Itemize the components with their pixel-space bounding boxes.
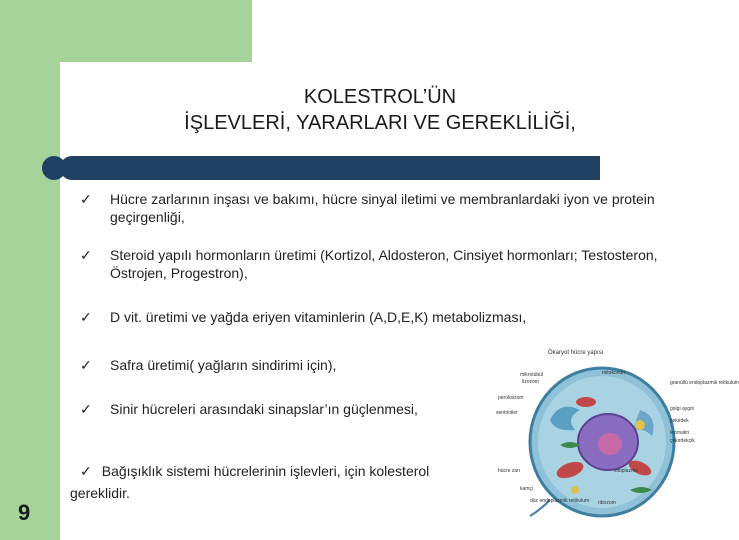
cell-diagram — [490, 350, 739, 530]
diagram-label: ribozom — [598, 500, 616, 506]
diagram-title: Ökaryot hücre yapısı — [548, 350, 604, 356]
diagram-label: çekirdekçik — [670, 438, 695, 444]
list-item-text: Steroid yapılı hormonların üretimi (Kortizol, Aldosteron, Cinsiyet hormonları; Testosteron, Östrojen, Progestron), — [110, 247, 658, 281]
left-accent-strip — [0, 0, 60, 540]
list-item-text: Bağışıklık sistemi hücrelerinin işlevleri, için kolesterol — [101, 463, 430, 479]
title-line-1: KOLESTROL’ÜN — [303, 86, 457, 108]
title-line-2: İŞLEVLERİ, YARARLARI VE GEREKLİLİĞİ, — [184, 112, 576, 134]
list-item — [80, 190, 690, 226]
diagram-label: peroksizom — [498, 395, 524, 401]
diagram-label: mitokondri — [602, 370, 626, 376]
checkmark-icon: ✓ — [80, 357, 92, 373]
list-item — [80, 246, 690, 282]
diagram-label: hücre zarı — [498, 468, 521, 474]
diagram-label: sitoplazma — [614, 468, 638, 474]
slide-title — [120, 84, 640, 136]
list-item-text-continued: gereklidir. — [70, 485, 130, 501]
list-item-text: Safra üretimi( yağların sindirimi için), — [110, 357, 337, 373]
title-divider-bar — [60, 156, 600, 180]
list-item-text: Hücre zarlarının inşası ve bakımı, hücre sinyal iletimi ve membranlardaki iyon ve protein geçirgenliği, — [110, 191, 655, 225]
checkmark-icon: ✓ — [80, 247, 92, 263]
page-number: 9 — [18, 500, 31, 525]
checkmark-icon: ✓ — [80, 401, 92, 417]
diagram-label: mikrotübül — [520, 372, 544, 378]
top-accent-block — [0, 0, 252, 62]
checkmark-icon: ✓ — [80, 463, 92, 479]
list-item-last — [70, 460, 500, 504]
diagram-label: sentrioller — [496, 410, 518, 416]
checkmark-icon: ✓ — [80, 309, 92, 325]
diagram-label: düz endoplazmik retikulum — [530, 498, 590, 504]
list-item-text: D vit. üretimi ve yağda eriyen vitaminlerin (A,D,E,K) metabolizması, — [110, 309, 527, 325]
list-item — [80, 400, 510, 418]
diagram-label: çekirdek — [670, 418, 689, 424]
diagram-label: granüllü endoplazmik retikulum — [670, 380, 739, 386]
diagram-label: kamçı — [520, 486, 534, 492]
list-item-text: Sinir hücreleri arasındaki sinapslar’ın güçlenmesi, — [110, 401, 418, 417]
diagram-label: kromatin — [670, 430, 690, 436]
list-item — [80, 356, 490, 374]
list-item — [80, 308, 690, 326]
diagram-label: golgi aygıtı — [670, 406, 695, 412]
diagram-label: lizozom — [522, 379, 539, 385]
checkmark-icon: ✓ — [80, 191, 92, 207]
